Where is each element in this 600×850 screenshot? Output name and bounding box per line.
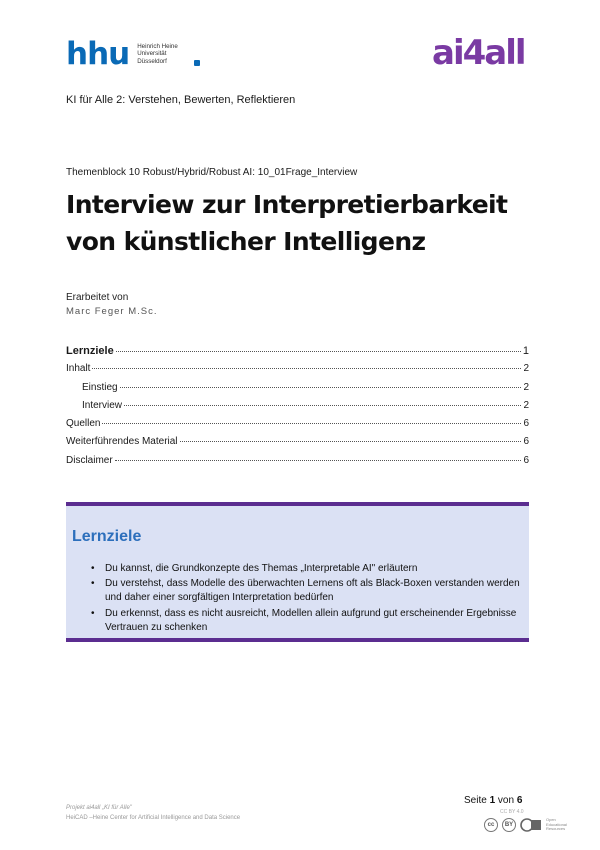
toc-leader	[102, 423, 521, 424]
toc-entry-page: 6	[523, 418, 529, 430]
toc-entry[interactable]	[66, 400, 529, 414]
hhu-dot-icon	[194, 60, 200, 66]
author-label: Erarbeitet von	[66, 292, 129, 303]
hhu-logo	[66, 36, 178, 72]
toc-entry-label: Inhalt	[66, 363, 91, 375]
table-of-contents	[66, 345, 529, 473]
toc-entry[interactable]	[66, 363, 529, 377]
ai4all-logo	[432, 32, 540, 72]
toc-entry[interactable]	[66, 345, 529, 359]
license-label: CC BY 4.0	[500, 809, 524, 815]
toc-entry[interactable]	[66, 418, 529, 432]
toc-entry-page: 1	[522, 345, 529, 357]
toc-leader	[120, 387, 522, 388]
toc-entry-label: Einstieg	[82, 381, 118, 393]
lernziel-item: • Du kannst, die Grundkonzepte des Themas „Interpretable AI" erläutern	[91, 562, 521, 576]
page-number: Seite 1 von 6	[464, 795, 523, 806]
oer-logo-icon	[520, 818, 542, 832]
course-name: KI für Alle 2: Verstehen, Bewerten, Reflektieren	[66, 94, 296, 106]
toc-entry-label: Weiterführendes Material	[66, 436, 178, 448]
toc-entry[interactable]	[66, 436, 529, 450]
toc-leader	[124, 405, 521, 406]
lernziele-heading: Lernziele	[72, 528, 142, 545]
footer-center: HeiCAD –Heine Center for Artificial Intelligence and Data Science	[66, 815, 241, 821]
toc-leader	[92, 368, 521, 369]
toc-entry[interactable]	[66, 382, 529, 396]
author-name: Marc Feger M.Sc.	[66, 306, 158, 317]
toc-entry-label: Interview	[82, 399, 123, 411]
toc-entry[interactable]	[66, 455, 529, 469]
toc-entry-label: Quellen	[66, 418, 101, 430]
toc-leader	[116, 351, 521, 352]
toc-entry-label: Disclaimer	[66, 454, 113, 466]
footer-project: Projekt ai4all „KI für Alle"	[66, 805, 132, 811]
lernziel-item: • Du erkennst, dass es nicht ausreicht, Modellen allein aufgrund gut erscheinender Ergebnisse Vertrauen zu schenken	[91, 607, 521, 635]
toc-entry-page: 2	[523, 399, 529, 411]
document-title: Interview zur Interpretierbarkeit von künstlicher Intelligenz	[66, 190, 508, 256]
hhu-wordmark: hhu	[66, 35, 130, 72]
hhu-university-name: Heinrich Heine Universität Düsseldorf	[137, 42, 178, 65]
cc-icon: cc	[484, 818, 498, 832]
toc-leader	[180, 441, 522, 442]
themenblock-label: Themenblock 10 Robust/Hybrid/Robust AI: 10_01Frage_Interview	[66, 167, 358, 178]
lernziele-list	[91, 562, 521, 636]
toc-leader	[115, 460, 522, 461]
toc-entry-page: 6	[523, 454, 529, 466]
lernziele-box	[66, 502, 529, 642]
toc-entry-page: 6	[523, 436, 529, 448]
lernziel-item: • Du verstehst, dass Modelle des überwachten Lernens oft als Black-Boxen verstanden werden und daher einer sorgfältigen Interpretation bedürfen	[91, 577, 521, 605]
license-badges	[484, 818, 567, 832]
ai4all-wordmark: ai4all	[432, 33, 525, 72]
toc-entry-label: Lernziele	[66, 345, 114, 357]
toc-entry-page: 2	[523, 381, 529, 393]
oer-label: Open Educational Resources	[546, 817, 567, 832]
toc-entry-page: 2	[523, 363, 529, 375]
by-icon: BY	[502, 818, 516, 832]
